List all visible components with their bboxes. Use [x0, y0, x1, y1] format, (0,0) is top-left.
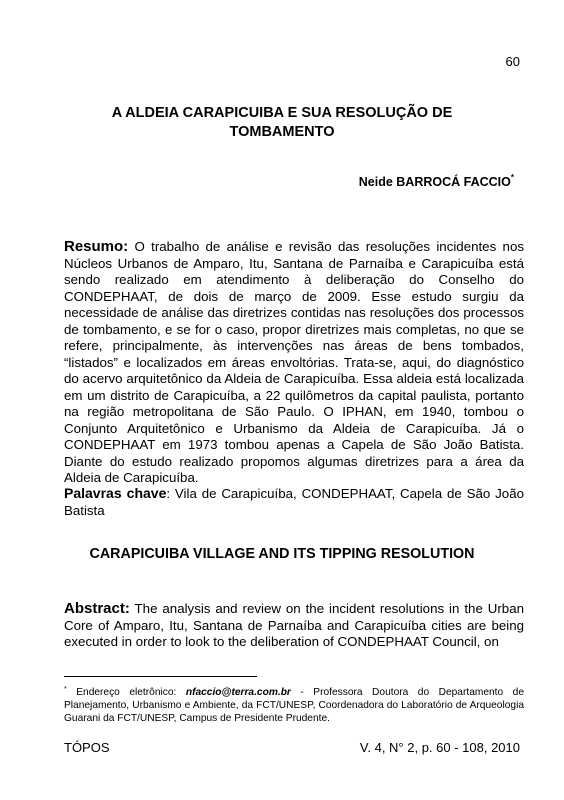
article-title: A ALDEIA CARAPICUIBA E SUA RESOLUÇÃO DE TOMBAMENTO [111, 105, 453, 140]
author-line [359, 173, 514, 189]
abstract-text: The analysis and review on the incident resolutions in the Urban Core of Amparo, Itu, Santana de Parnaíba and Carapicuíba cities are being executed in order to look to the deliberation of CONDEPHAAT Council, on [64, 601, 524, 649]
keywords-text: : Vila de Carapicuíba, CONDEPHAAT, Capela de São João Batista [64, 486, 524, 518]
footnote-marker: * [510, 173, 514, 182]
author-first-name: Neide [358, 175, 393, 189]
resumo-paragraph [64, 239, 524, 487]
footnote-mark: * [64, 686, 67, 693]
footer-journal: TÓPOS [64, 740, 110, 755]
english-title: CARAPICUIBA VILLAGE AND ITS TIPPING RESOLUTION [89, 546, 475, 562]
keywords-label: Palavras chave [64, 485, 167, 501]
page-number: 60 [505, 54, 520, 69]
footnote-prefix: Endereço eletrônico: [66, 687, 186, 698]
abstract-paragraph [64, 601, 524, 651]
author-last-name: BARROCÁ FACCIO [396, 175, 511, 189]
footnote-text: - Professora Doutora do Departamento de Planejamento, Urbanismo e Ambiente, da FCT/UNESP, Coordenadora do Laboratório de Arqueologia Guarani da FCT/UNESP, Campus de Presidente Prudente. [64, 687, 524, 724]
footnote-separator [64, 676, 257, 677]
footer-citation: V. 4, N° 2, p. 60 - 108, 2010 [359, 740, 520, 755]
abstract-label: Abstract: [64, 600, 130, 617]
footnote [64, 683, 524, 725]
keywords-paragraph [64, 485, 524, 519]
resumo-label: Resumo: [64, 238, 129, 255]
footnote-email: nfaccio@terra.com.br [185, 687, 291, 698]
resumo-text: O trabalho de análise e revisão das resoluções incidentes nos Núcleos Urbanos de Amparo, Itu, Santana de Parnaíba e Carapicuíba está sendo realizado em atendimento à deliberação do Conselho do CONDEPHAAT, de dois de março de 2009. Esse estudo surgiu da necessidade de análise das diretrizes contidas nas resoluções dos processos de tombamento, e se for o caso, propor diretrizes mais completas, no que se refere, principalmente, às intervenções nas áreas de bens tombados, “listados” e localizados em áreas envoltórias. Trata-se, aqui, do diagnóstico do acervo arquitetônico da Aldeia de Carapicuíba. Essa aldeia está localizada em um distrito de Carapicuíba, a 22 quilômetros da capital paulista, portanto na região metropolitana de São Paulo. O IPHAN, em 1940, tombou o Conjunto Arquitetônico e Urbanismo da Aldeia de Carapicuíba. Já o CONDEPHAAT em 1973 tombou apenas a Capela de São João Batista. Diante do estudo realizado propomos algumas diretrizes para a área da Aldeia de Carapicuíba. [64, 239, 524, 485]
